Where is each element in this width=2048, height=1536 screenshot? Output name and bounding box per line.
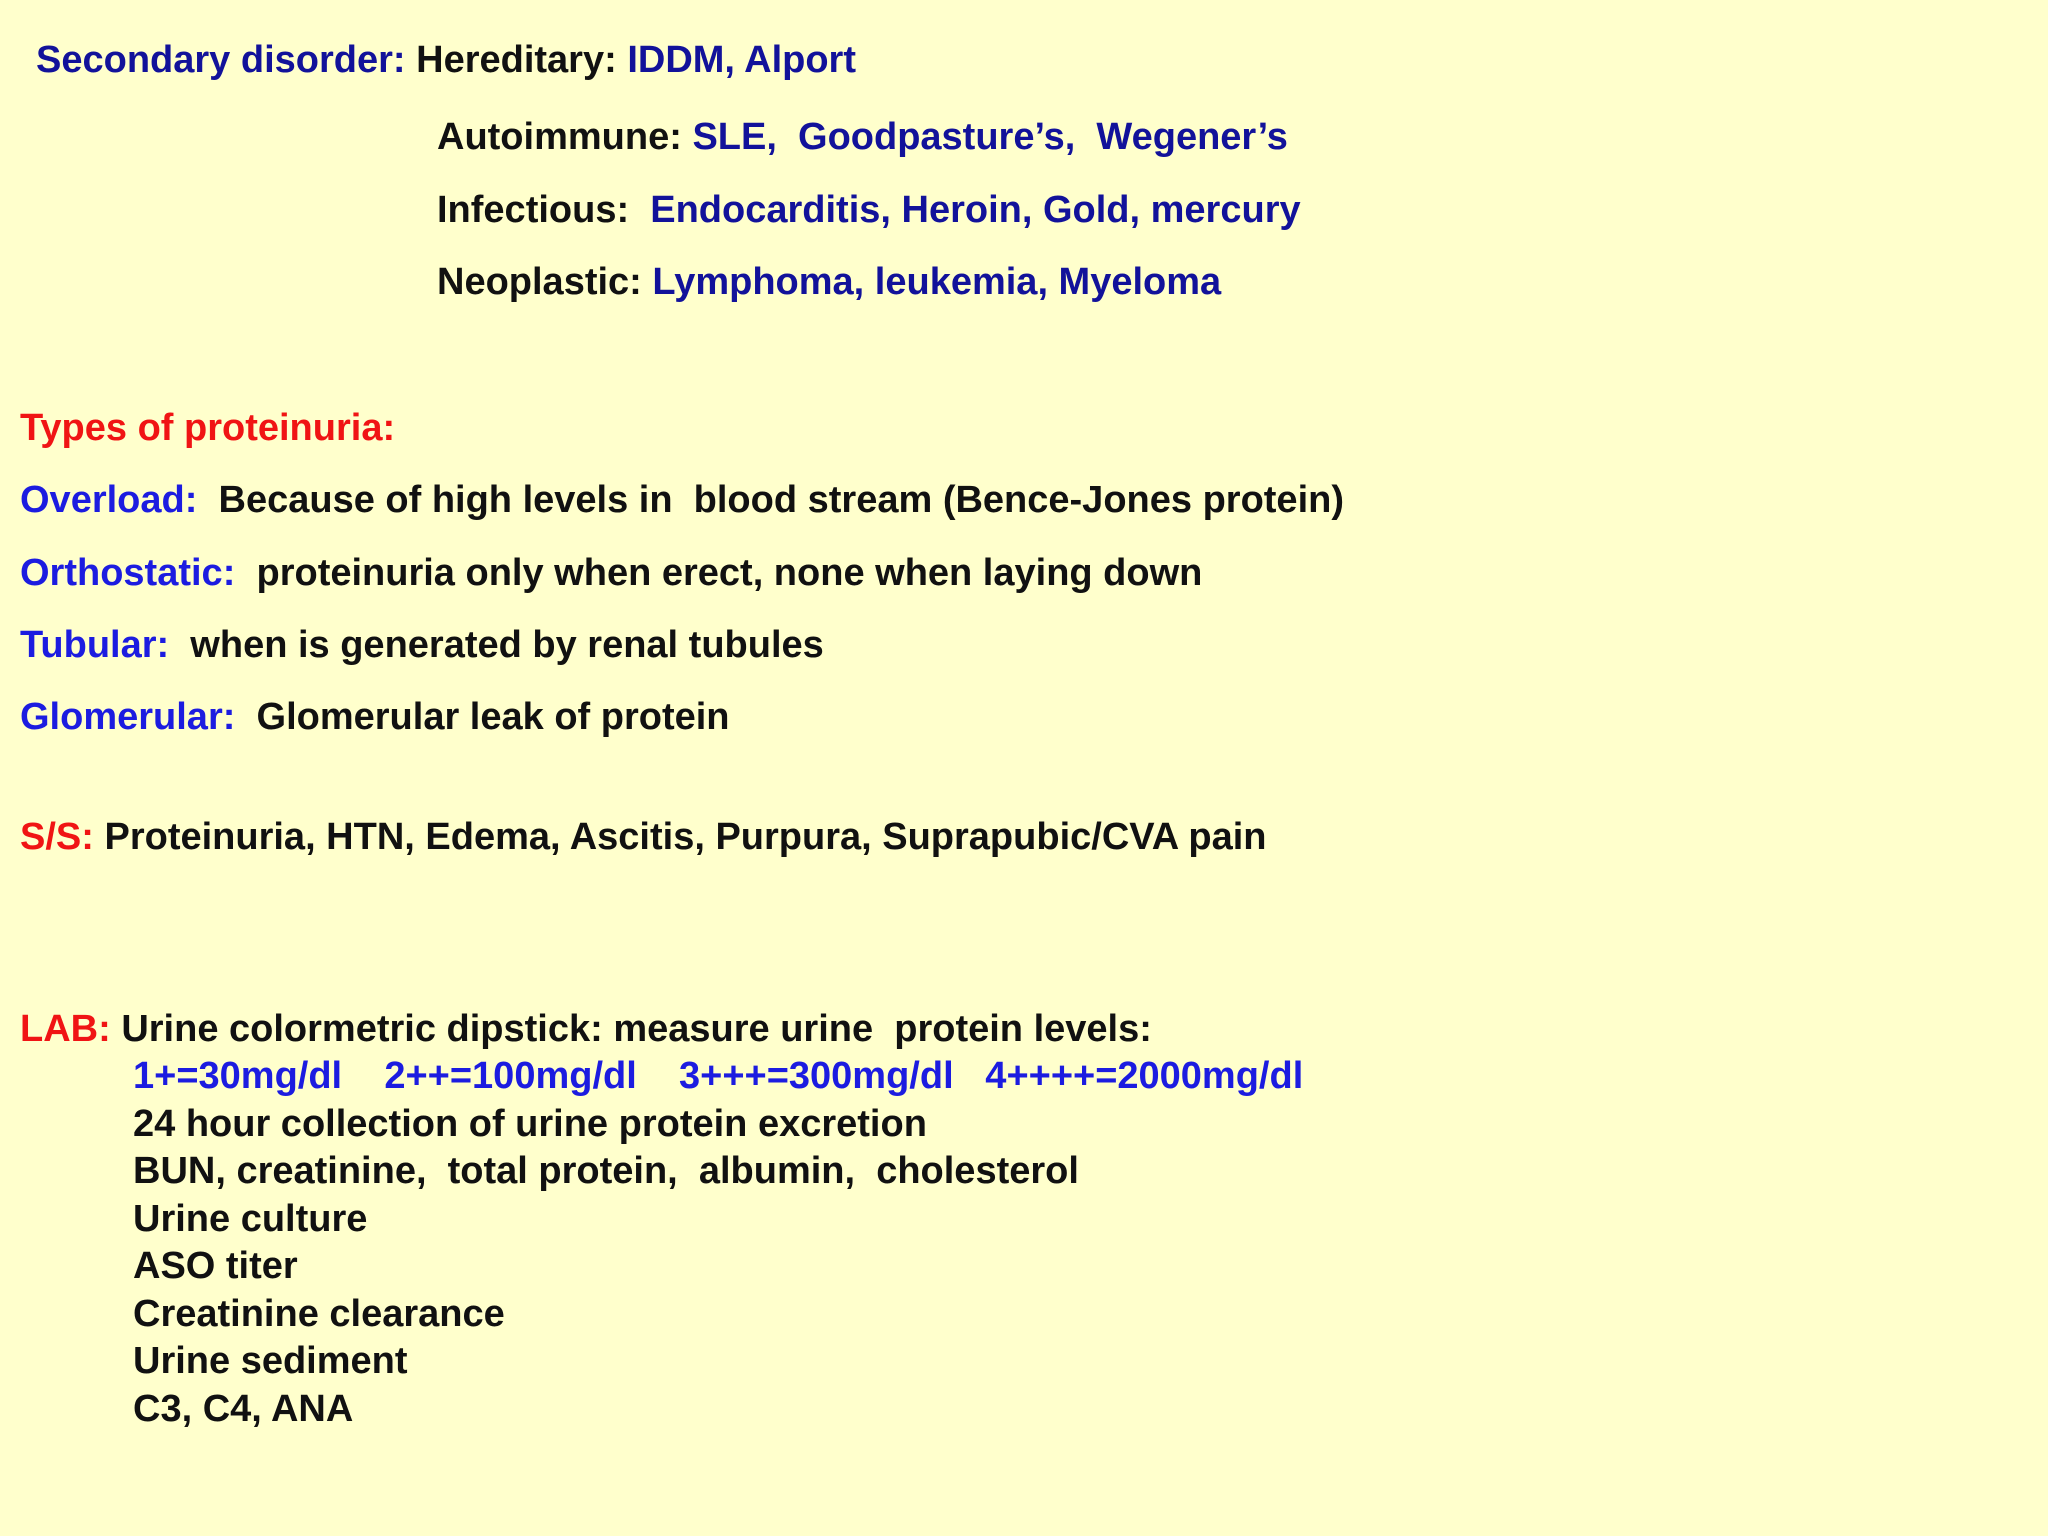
- lab-item: Creatinine clearance: [133, 1293, 505, 1335]
- infectious-value: Endocarditis, Heroin, Gold, mercury: [650, 189, 1301, 231]
- lab-intro: Urine colormetric dipstick: measure urine protein levels:: [121, 1008, 1152, 1050]
- neoplastic-line: [437, 259, 1221, 305]
- neoplastic-label: Neoplastic:: [437, 261, 642, 303]
- lab-item: 24 hour collection of urine protein excretion: [133, 1103, 927, 1145]
- type-label: Tubular:: [20, 624, 170, 666]
- autoimmune-value: SLE, Goodpasture’s, Wegener’s: [692, 116, 1288, 158]
- type-text: Glomerular leak of protein: [256, 696, 730, 738]
- type-label: Overload:: [20, 479, 198, 521]
- lab-item: ASO titer: [133, 1245, 298, 1287]
- signs-text: Proteinuria, HTN, Edema, Ascitis, Purpura, Suprapubic/CVA pain: [104, 816, 1267, 858]
- type-orthostatic: [20, 550, 1202, 596]
- type-text: Because of high levels in blood stream (Bence-Jones protein): [218, 479, 1344, 521]
- lab-item: C3, C4, ANA: [133, 1388, 354, 1430]
- lab-item: BUN, creatinine, total protein, albumin, cholesterol: [133, 1150, 1079, 1192]
- type-text: proteinuria only when erect, none when laying down: [256, 552, 1203, 594]
- neoplastic-value: Lymphoma, leukemia, Myeloma: [652, 261, 1222, 303]
- type-label: Orthostatic:: [20, 552, 236, 594]
- type-label: Glomerular:: [20, 696, 236, 738]
- type-text: when is generated by renal tubules: [190, 624, 824, 666]
- secondary-disorder-line: [36, 37, 856, 83]
- signs-symptoms-line: [20, 814, 1267, 860]
- lab-item: Urine sediment: [133, 1340, 408, 1382]
- autoimmune-line: [437, 114, 1288, 160]
- lab-label: LAB:: [20, 1008, 111, 1050]
- lab-line: [20, 1006, 1152, 1052]
- type-glomerular: [20, 694, 730, 740]
- hereditary-label: Hereditary:: [416, 39, 617, 81]
- infectious-label: Infectious:: [437, 189, 630, 231]
- types-heading: Types of proteinuria:: [20, 407, 396, 449]
- hereditary-value: IDDM, Alport: [627, 39, 856, 81]
- autoimmune-label: Autoimmune:: [437, 116, 682, 158]
- infectious-line: [437, 187, 1301, 233]
- lab-item: Urine culture: [133, 1198, 368, 1240]
- signs-label: S/S:: [20, 816, 94, 858]
- secondary-disorder-label: Secondary disorder:: [36, 39, 406, 81]
- dipstick-levels: 1+=30mg/dl 2++=100mg/dl 3+++=300mg/dl 4++++=2000mg/dl: [133, 1055, 1304, 1097]
- type-tubular: [20, 622, 824, 668]
- type-overload: [20, 477, 1344, 523]
